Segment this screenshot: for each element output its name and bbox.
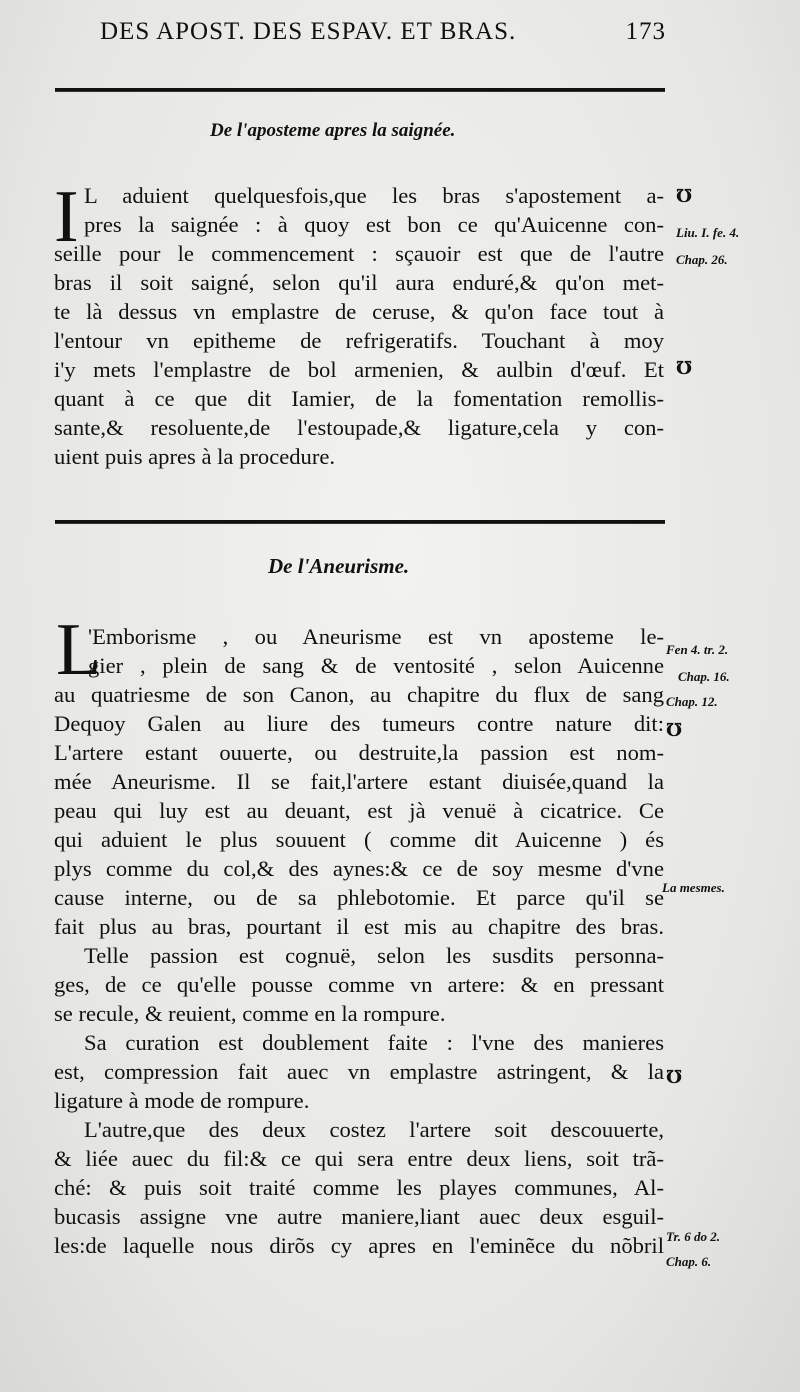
text-line: bras il soit saigné, selon qu'il aura enduré,& qu'on met-: [54, 270, 664, 295]
margin-note: Chap. 12.: [666, 694, 718, 709]
text-line: L'autre,que des deux costez l'artere soit descouuerte,: [84, 1117, 664, 1142]
text-line: L aduient quelquesfois,que les bras s'apostement a-: [84, 183, 664, 208]
text-line: gier , plein de sang & de ventosité , selon Auicenne: [88, 653, 664, 678]
marginal-mark: ℧: [676, 186, 693, 206]
running-header: [100, 18, 666, 46]
margin-note: Chap. 26.: [676, 252, 728, 267]
text-line: uient puis apres à la procedure.: [54, 444, 336, 469]
paragraph-aposteme: [54, 176, 664, 471]
section-title-aposteme: De l'aposteme apres la saignée.: [210, 120, 456, 141]
text-line: Sa curation est doublement faite : l'vne des manieres: [84, 1030, 664, 1055]
section-title-aneurisme: De l'Aneurisme.: [268, 554, 410, 578]
text-line: au quatriesme de son Canon, au chapitre du flux de sang: [54, 682, 664, 707]
text-line: qui aduient le plus souuent ( comme dit Auicenne ) és: [54, 827, 664, 852]
text-line: pres la saignée : à quoy est bon ce qu'Auicenne con-: [84, 212, 664, 237]
text-line: seille pour le commencement : sçauoir est que de l'autre: [54, 241, 664, 266]
text-line: bucasis assigne vne autre maniere,liant auec deux esguil-: [54, 1204, 664, 1229]
page-number: 173: [625, 18, 666, 45]
text-line: quant à ce que dit Iamier, de la fomentation remollis-: [54, 386, 664, 411]
text-line: i'y mets l'emplastre de bol armenien, & aulbin d'œuf. Et: [54, 357, 664, 382]
margin-note: Chap. 16.: [678, 669, 730, 684]
margin-note: Chap. 6.: [666, 1254, 712, 1269]
text-line: ligature à mode de rompure.: [54, 1088, 310, 1113]
text-line: te là dessus vn emplastre de ceruse, & qu'on face tout à: [54, 299, 664, 324]
text-line: mée Aneurisme. Il se fait,l'artere estant diuisée,quand la: [54, 769, 664, 794]
text-line: est, compression fait auec vn emplastre astringent, & la: [54, 1059, 664, 1084]
margin-note: Fen 4. tr. 2.: [666, 642, 729, 657]
text-line: Dequoy Galen au liure des tumeurs contre nature dit:: [54, 711, 664, 736]
text-line: les:de laquelle nous dirõs cy apres en l'eminẽce du nõbril: [54, 1233, 664, 1258]
marginal-mark: ℧: [676, 358, 693, 378]
text-line: ché: & puis soit traité comme les playes communes, Al-: [54, 1175, 664, 1200]
text-line: sante,& resoluente,de l'estoupade,& ligature,cela y con-: [54, 415, 664, 440]
text-line: fait plus au bras, pourtant il est mis au chapitre des bras.: [54, 914, 664, 939]
running-title: DES APOST. DES ESPAV. ET BRAS.: [100, 18, 517, 45]
text-line: & liée auec du fil:& ce qui sera entre deux liens, soit trã-: [54, 1146, 664, 1171]
margin-note: Liu. I. fe. 4.: [676, 225, 740, 240]
text-line: peau qui luy est au deuant, est jà venuë à cicatrice. Ce: [54, 798, 664, 823]
text-line: ges, de ce qu'elle pousse comme vn artere: & en pressant: [54, 972, 664, 997]
top-divider-rule: [55, 88, 665, 92]
text-line: 'Emborisme , ou Aneurisme est vn aposteme le-: [88, 624, 664, 649]
margin-note: Tr. 6 do 2.: [666, 1229, 721, 1244]
paragraph-aneurisme: [54, 609, 664, 1260]
marginal-mark: ℧: [666, 720, 683, 740]
marginal-mark: ℧: [666, 1067, 683, 1087]
drop-cap-l: L: [56, 609, 102, 691]
middle-divider-rule: [55, 520, 665, 524]
text-line: l'entour vn epitheme de refrigeratifs. Touchant à moy: [54, 328, 664, 353]
text-line: plys comme du col,& des aynes:& ce de soy mesme d'vne: [54, 856, 664, 881]
text-line: se recule, & reuient, comme en la rompure.: [54, 1001, 446, 1026]
drop-cap-i: I: [54, 176, 79, 258]
text-line: cause interne, ou de sa phlebotomie. Et parce qu'il se: [54, 885, 664, 910]
text-line: L'artere estant ouuerte, ou destruite,la passion est nom-: [54, 740, 664, 765]
margin-note: La mesmes.: [662, 880, 725, 895]
text-line: Telle passion est cognuë, selon les susdits personna-: [84, 943, 664, 968]
